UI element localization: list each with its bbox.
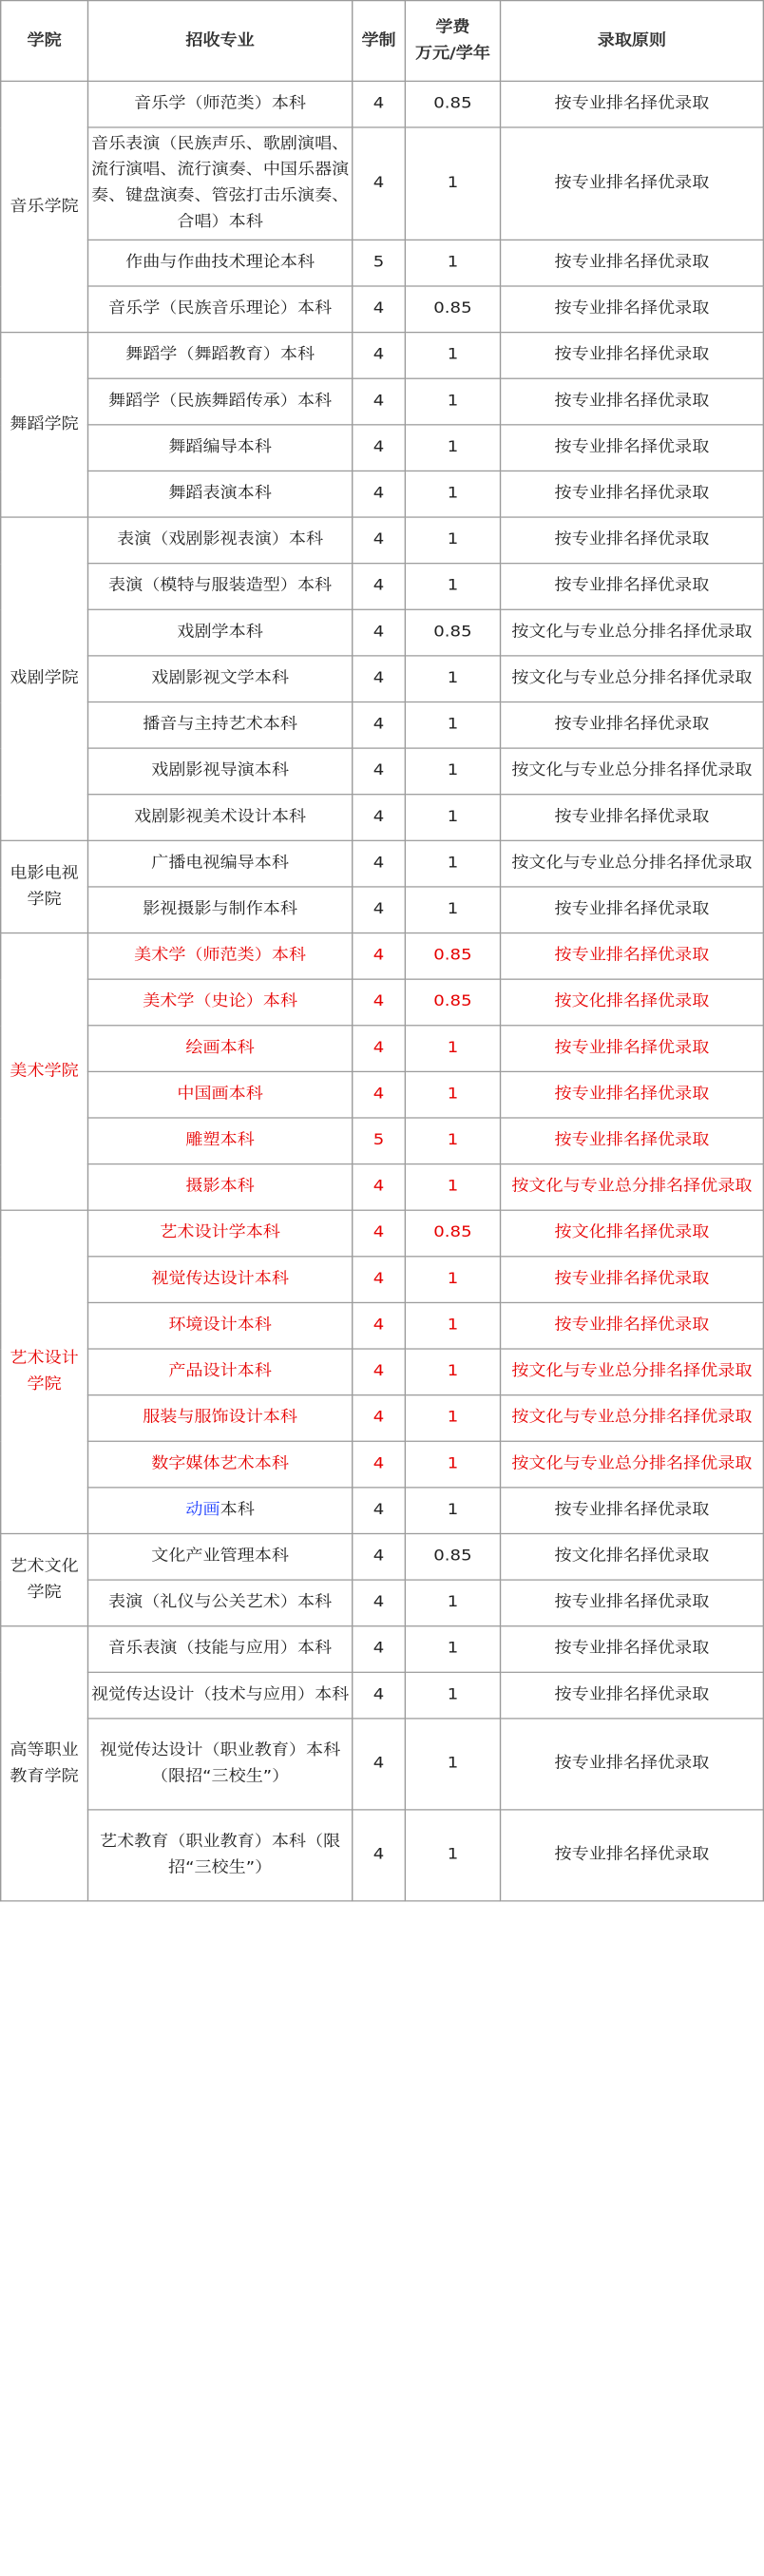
table-row: [1, 1118, 764, 1164]
major-cell: 数字媒体艺术本科: [88, 1441, 353, 1488]
major-cell: 中国画本科: [88, 1071, 353, 1118]
years-cell: 4: [353, 1810, 406, 1901]
fee-cell: 0.85: [405, 1533, 500, 1580]
fee-cell: 0.85: [405, 933, 500, 980]
table-row: [1, 1349, 764, 1395]
major-cell: 环境设计本科: [88, 1302, 353, 1349]
years-cell: 4: [353, 564, 406, 610]
major-cell: 摄影本科: [88, 1164, 353, 1211]
table-row: [1, 1533, 764, 1580]
fee-cell: 0.85: [405, 286, 500, 333]
header-fee-line2: 万元/学年: [414, 44, 490, 63]
major-cell: 舞蹈学（民族舞蹈传承）本科: [88, 378, 353, 425]
table-row: [1, 1719, 764, 1810]
table-body: [1, 81, 764, 1900]
rule-cell: 按专业排名择优录取: [501, 702, 764, 748]
rule-cell: 按专业排名择优录取: [501, 795, 764, 841]
rule-cell: 按专业排名择优录取: [501, 1026, 764, 1072]
major-cell: 表演（礼仪与公关艺术）本科: [88, 1580, 353, 1626]
table-row: [1, 609, 764, 656]
major-cell: 音乐学（民族音乐理论）本科: [88, 286, 353, 333]
years-cell: 4: [353, 1488, 406, 1534]
major-cell: [88, 1488, 353, 1534]
fee-cell: 1: [405, 795, 500, 841]
years-cell: 4: [353, 517, 406, 564]
fee-cell: 1: [405, 564, 500, 610]
table-row: [1, 425, 764, 471]
rule-cell: 按专业排名择优录取: [501, 81, 764, 127]
rule-cell: 按专业排名择优录取: [501, 1810, 764, 1901]
table-row: [1, 840, 764, 887]
table-row: [1, 979, 764, 1026]
header-fee-line1: 学费: [435, 18, 470, 37]
table-row: [1, 471, 764, 517]
rule-cell: 按文化与专业总分排名择优录取: [501, 1349, 764, 1395]
years-cell: 4: [353, 1441, 406, 1488]
fee-cell: 0.85: [405, 1210, 500, 1257]
college-cell: 艺术设计学院: [1, 1210, 88, 1533]
college-cell: 戏剧学院: [1, 517, 88, 840]
years-cell: 4: [353, 425, 406, 471]
fee-cell: 0.85: [405, 81, 500, 127]
years-cell: 4: [353, 1164, 406, 1211]
rule-cell: 按专业排名择优录取: [501, 1580, 764, 1626]
major-cell: 艺术设计学本科: [88, 1210, 353, 1257]
major-suffix: 本科: [220, 1501, 255, 1519]
major-cell: 表演（模特与服装造型）本科: [88, 564, 353, 610]
college-cell: 电影电视学院: [1, 840, 88, 932]
major-cell: 音乐表演（民族声乐、歌剧演唱、流行演唱、流行演奏、中国乐器演奏、键盘演奏、管弦打击乐演奏、合唱）本科: [88, 127, 353, 240]
major-cell: 绘画本科: [88, 1026, 353, 1072]
rule-cell: 按专业排名择优录取: [501, 933, 764, 980]
rule-cell: 按专业排名择优录取: [501, 286, 764, 333]
major-cell: 音乐表演（技能与应用）本科: [88, 1626, 353, 1673]
major-cell: 影视摄影与制作本科: [88, 887, 353, 933]
years-cell: 4: [353, 979, 406, 1026]
fee-cell: 1: [405, 1719, 500, 1810]
rule-cell: 按文化与专业总分排名择优录取: [501, 1164, 764, 1211]
table-row: [1, 1302, 764, 1349]
table-row: [1, 1672, 764, 1719]
years-cell: 4: [353, 1302, 406, 1349]
table-header-row: [1, 1, 764, 82]
table-row: [1, 702, 764, 748]
rule-cell: 按文化与专业总分排名择优录取: [501, 1395, 764, 1442]
rule-cell: 按专业排名择优录取: [501, 1488, 764, 1534]
table-row: [1, 933, 764, 980]
years-cell: 4: [353, 1257, 406, 1303]
fee-cell: 1: [405, 1441, 500, 1488]
years-cell: 4: [353, 127, 406, 240]
table-row: [1, 1488, 764, 1534]
fee-cell: 1: [405, 1164, 500, 1211]
table-row: [1, 1026, 764, 1072]
table-row: [1, 887, 764, 933]
table-row: [1, 1626, 764, 1673]
major-cell: 美术学（师范类）本科: [88, 933, 353, 980]
college-cell: 高等职业教育学院: [1, 1626, 88, 1901]
rule-cell: 按文化与专业总分排名择优录取: [501, 656, 764, 702]
table-row: [1, 656, 764, 702]
table-row: [1, 564, 764, 610]
table-row: [1, 1810, 764, 1901]
fee-cell: 1: [405, 840, 500, 887]
major-cell: 服装与服饰设计本科: [88, 1395, 353, 1442]
fee-cell: 1: [405, 1672, 500, 1719]
years-cell: 4: [353, 933, 406, 980]
years-cell: 5: [353, 240, 406, 286]
major-cell: 舞蹈编导本科: [88, 425, 353, 471]
years-cell: 4: [353, 1026, 406, 1072]
years-cell: 4: [353, 656, 406, 702]
fee-cell: 1: [405, 1395, 500, 1442]
fee-cell: 1: [405, 1257, 500, 1303]
years-cell: 4: [353, 378, 406, 425]
years-cell: 4: [353, 887, 406, 933]
table-row: [1, 333, 764, 379]
header-years: 学制: [353, 1, 406, 82]
years-cell: 4: [353, 1071, 406, 1118]
major-cell: 美术学（史论）本科: [88, 979, 353, 1026]
major-cell: 雕塑本科: [88, 1118, 353, 1164]
rule-cell: 按文化排名择优录取: [501, 1533, 764, 1580]
major-link[interactable]: 动画: [185, 1501, 220, 1519]
major-cell: 戏剧学本科: [88, 609, 353, 656]
rule-cell: 按专业排名择优录取: [501, 425, 764, 471]
major-cell: 文化产业管理本科: [88, 1533, 353, 1580]
rule-cell: 按文化与专业总分排名择优录取: [501, 840, 764, 887]
table-row: [1, 1441, 764, 1488]
major-cell: 戏剧影视导演本科: [88, 748, 353, 795]
fee-cell: 1: [405, 425, 500, 471]
table-row: [1, 1164, 764, 1211]
years-cell: 4: [353, 471, 406, 517]
table-row: [1, 286, 764, 333]
table-row: [1, 517, 764, 564]
rule-cell: 按专业排名择优录取: [501, 471, 764, 517]
rule-cell: 按专业排名择优录取: [501, 1257, 764, 1303]
fee-cell: 0.85: [405, 979, 500, 1026]
major-cell: 音乐学（师范类）本科: [88, 81, 353, 127]
years-cell: 4: [353, 81, 406, 127]
rule-cell: 按专业排名择优录取: [501, 1719, 764, 1810]
major-cell: 表演（戏剧影视表演）本科: [88, 517, 353, 564]
fee-cell: 1: [405, 1118, 500, 1164]
fee-cell: 1: [405, 656, 500, 702]
major-cell: 戏剧影视文学本科: [88, 656, 353, 702]
table-row: [1, 795, 764, 841]
major-cell: 舞蹈表演本科: [88, 471, 353, 517]
table-row: [1, 1580, 764, 1626]
years-cell: 4: [353, 1349, 406, 1395]
fee-cell: 1: [405, 1026, 500, 1072]
rule-cell: 按专业排名择优录取: [501, 1302, 764, 1349]
table-row: [1, 1071, 764, 1118]
rule-cell: 按专业排名择优录取: [501, 564, 764, 610]
rule-cell: 按专业排名择优录取: [501, 240, 764, 286]
major-cell: 视觉传达设计（职业教育）本科（限招“三校生”）: [88, 1719, 353, 1810]
years-cell: 4: [353, 840, 406, 887]
years-cell: 4: [353, 702, 406, 748]
major-cell: 戏剧影视美术设计本科: [88, 795, 353, 841]
rule-cell: 按专业排名择优录取: [501, 887, 764, 933]
years-cell: 4: [353, 795, 406, 841]
fee-cell: 1: [405, 1302, 500, 1349]
rule-cell: 按专业排名择优录取: [501, 517, 764, 564]
rule-cell: 按专业排名择优录取: [501, 127, 764, 240]
rule-cell: 按文化排名择优录取: [501, 1210, 764, 1257]
years-cell: 4: [353, 1626, 406, 1673]
header-major: 招收专业: [88, 1, 353, 82]
major-cell: 舞蹈学（舞蹈教育）本科: [88, 333, 353, 379]
fee-cell: 1: [405, 240, 500, 286]
table-row: [1, 1257, 764, 1303]
major-cell: 艺术教育（职业教育）本科（限招“三校生”）: [88, 1810, 353, 1901]
years-cell: 5: [353, 1118, 406, 1164]
fee-cell: 1: [405, 1488, 500, 1534]
rule-cell: 按专业排名择优录取: [501, 378, 764, 425]
header-college: 学院: [1, 1, 88, 82]
college-cell: 美术学院: [1, 933, 88, 1211]
fee-cell: 1: [405, 748, 500, 795]
college-cell: 音乐学院: [1, 81, 88, 332]
fee-cell: 1: [405, 1071, 500, 1118]
table-row: [1, 748, 764, 795]
fee-cell: 1: [405, 1349, 500, 1395]
header-rule: 录取原则: [501, 1, 764, 82]
college-cell: 舞蹈学院: [1, 333, 88, 517]
major-cell: 作曲与作曲技术理论本科: [88, 240, 353, 286]
fee-cell: 1: [405, 378, 500, 425]
major-cell: 广播电视编导本科: [88, 840, 353, 887]
fee-cell: 1: [405, 887, 500, 933]
rule-cell: 按文化与专业总分排名择优录取: [501, 1441, 764, 1488]
fee-cell: 1: [405, 1580, 500, 1626]
table-row: [1, 240, 764, 286]
rule-cell: 按专业排名择优录取: [501, 1118, 764, 1164]
rule-cell: 按专业排名择优录取: [501, 333, 764, 379]
years-cell: 4: [353, 1210, 406, 1257]
years-cell: 4: [353, 1580, 406, 1626]
rule-cell: 按文化排名择优录取: [501, 979, 764, 1026]
table-row: [1, 127, 764, 240]
table-row: [1, 1395, 764, 1442]
fee-cell: 1: [405, 333, 500, 379]
years-cell: 4: [353, 1395, 406, 1442]
fee-cell: 1: [405, 517, 500, 564]
rule-cell: 按文化与专业总分排名择优录取: [501, 748, 764, 795]
years-cell: 4: [353, 1533, 406, 1580]
rule-cell: 按专业排名择优录取: [501, 1626, 764, 1673]
years-cell: 4: [353, 286, 406, 333]
years-cell: 4: [353, 333, 406, 379]
years-cell: 4: [353, 1672, 406, 1719]
fee-cell: 1: [405, 1626, 500, 1673]
major-cell: 视觉传达设计（技术与应用）本科: [88, 1672, 353, 1719]
fee-cell: 1: [405, 127, 500, 240]
major-cell: 产品设计本科: [88, 1349, 353, 1395]
years-cell: 4: [353, 609, 406, 656]
fee-cell: 1: [405, 1810, 500, 1901]
major-cell: 播音与主持艺术本科: [88, 702, 353, 748]
major-cell: 视觉传达设计本科: [88, 1257, 353, 1303]
fee-cell: 1: [405, 702, 500, 748]
years-cell: 4: [353, 748, 406, 795]
years-cell: 4: [353, 1719, 406, 1810]
table-row: [1, 1210, 764, 1257]
rule-cell: 按专业排名择优录取: [501, 1071, 764, 1118]
fee-cell: 0.85: [405, 609, 500, 656]
rule-cell: 按专业排名择优录取: [501, 1672, 764, 1719]
college-cell: 艺术文化学院: [1, 1533, 88, 1625]
fee-cell: 1: [405, 471, 500, 517]
rule-cell: 按文化与专业总分排名择优录取: [501, 609, 764, 656]
header-fee: [405, 1, 500, 82]
table-row: [1, 378, 764, 425]
table-row: [1, 81, 764, 127]
